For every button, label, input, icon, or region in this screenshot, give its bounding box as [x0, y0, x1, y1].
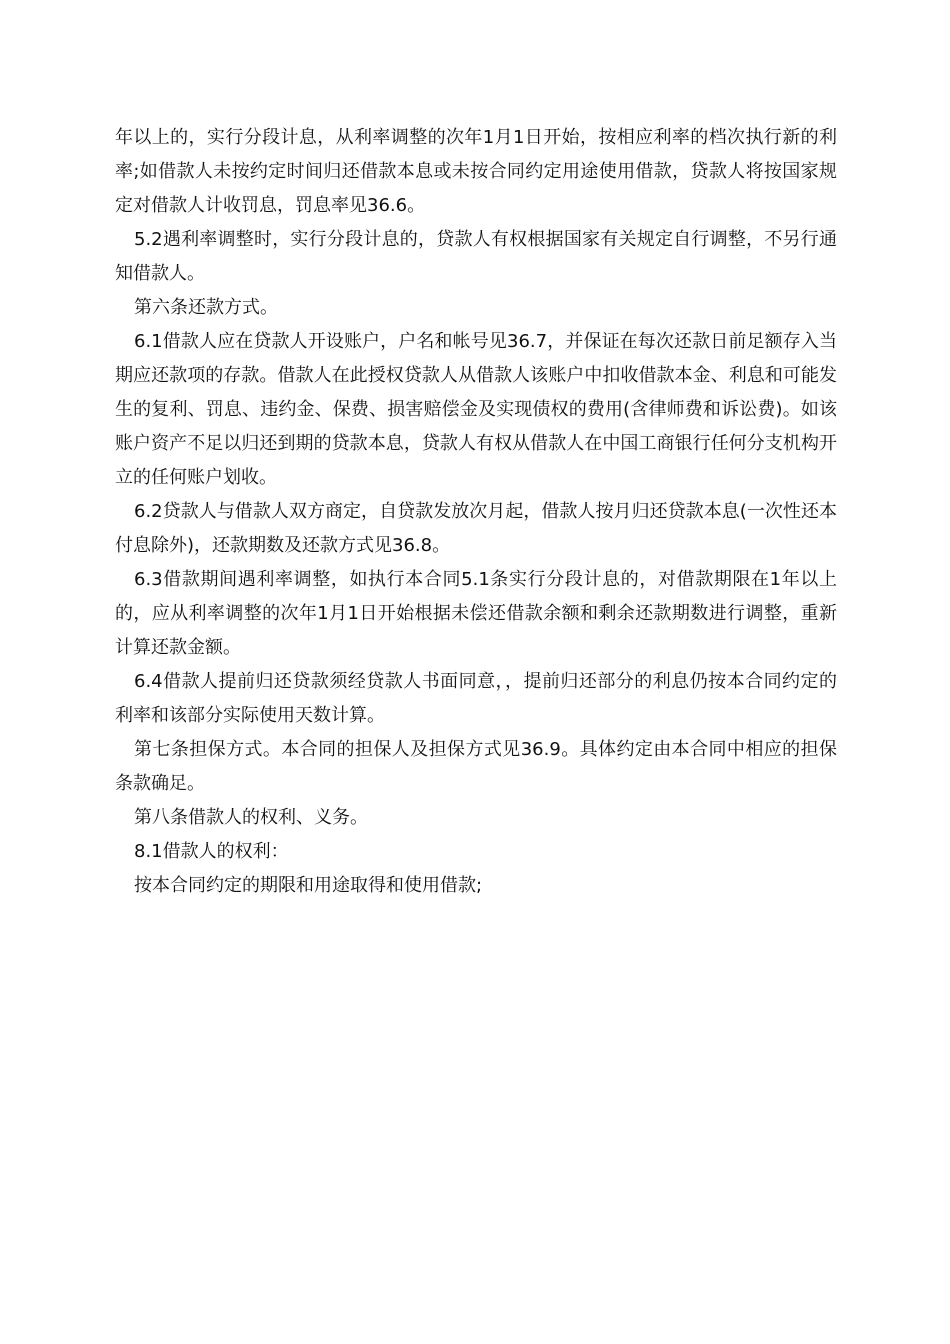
document-body: [115, 121, 837, 903]
paragraph-8-1-item: 按本合同约定的期限和用途取得和使用借款;: [134, 875, 483, 896]
paragraph-5-2: 5.2遇利率调整时，实行分段计息的，贷款人有权根据国家有关规定自行调整，不另行通知借款人。: [115, 229, 837, 284]
article-6-heading: 第六条还款方式。: [134, 297, 278, 318]
article-8-heading: 第八条借款人的权利、义务。: [134, 807, 368, 828]
paragraph-6-4: 6.4借款人提前归还贷款须经贷款人书面同意，，提前归还部分的利息仍按本合同约定的利率和该部分实际使用天数计算。: [115, 671, 837, 726]
paragraph-6-1: 6.1借款人应在贷款人开设账户，户名和帐号见36.7，并保证在每次还款日前足额存入当期应还款项的存款。借款人在此授权贷款人从借款人该账户中扣收借款本金、利息和可能发生的复利、罚息、违约金、保费、损害赔偿金及实现债权的费用(含律师费和诉讼费)。如该账户资产不足以归还到期的贷款本息，贷款人有权从借款人在中国工商银行任何分支机构开立的任何账户划收。: [115, 331, 837, 488]
paragraph-8-1: 8.1借款人的权利：: [134, 841, 289, 862]
paragraph-6-3: 6.3借款期间遇利率调整，如执行本合同5.1条实行分段计息的，对借款期限在1年以上的，应从利率调整的次年1月1日开始根据未偿还借款余额和剩余还款期数进行调整，重新计算还款金额。: [115, 569, 837, 658]
paragraph-rate-continuation: 年以上的，实行分段计息，从利率调整的次年1月1日开始，按相应利率的档次执行新的利率;如借款人未按约定时间归还借款本息或未按合同约定用途使用借款，贷款人将按国家规定对借款人计收罚息，罚息率见36.6。: [115, 127, 837, 216]
paragraph-6-2: 6.2贷款人与借款人双方商定，自贷款发放次月起，借款人按月归还贷款本息(一次性还本付息除外)，还款期数及还款方式见36.8。: [115, 501, 837, 556]
article-7-guarantee: 第七条担保方式。本合同的担保人及担保方式见36.9。具体约定由本合同中相应的担保条款确足。: [115, 739, 837, 794]
